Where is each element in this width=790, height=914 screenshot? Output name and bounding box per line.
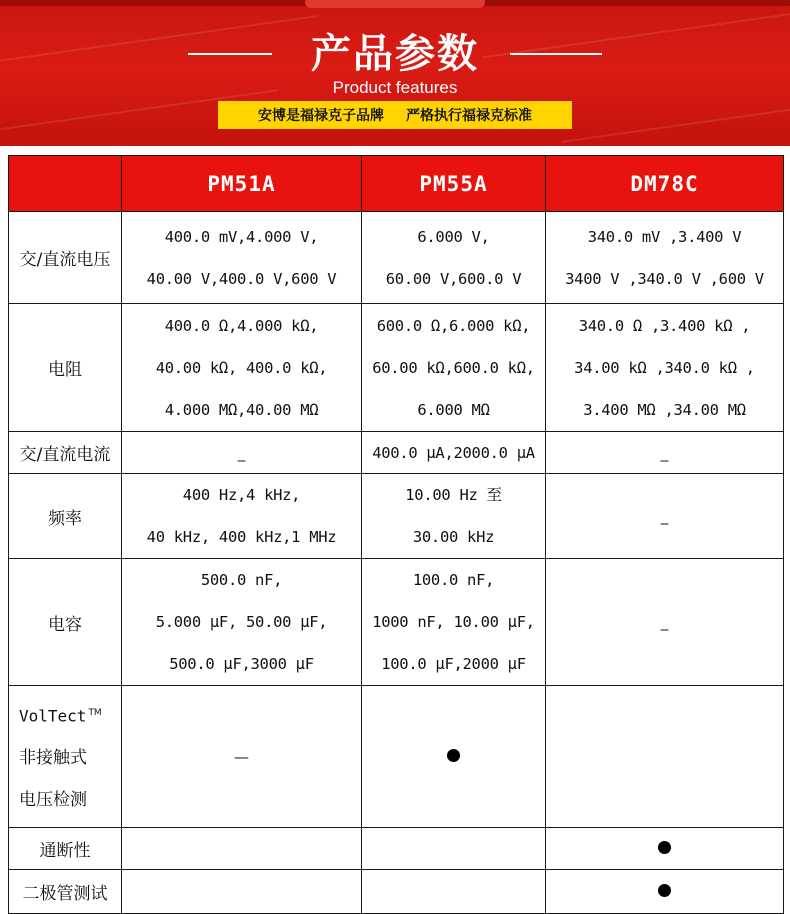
table-row-frequency <box>9 474 784 559</box>
table-row-voltect <box>9 686 784 828</box>
cell-diode-dm78c <box>546 870 784 914</box>
row-label-voltect <box>9 686 122 828</box>
page-title: 产品参数 <box>311 31 479 77</box>
cell-voltect-pm51a: — <box>122 686 362 828</box>
cell-line: 500.0 nF, <box>200 571 283 589</box>
cell-current-pm51a: _ <box>122 432 362 474</box>
cell-voltage-pm55a <box>362 212 546 304</box>
cell-current-pm55a: 400.0 μA,2000.0 μA <box>362 432 546 474</box>
column-header-pm55a: PM55A <box>362 156 546 212</box>
row-label-diode: 二极管测试 <box>9 870 122 914</box>
cell-line: 40.00 V,400.0 V,600 V <box>146 269 337 288</box>
table-row-voltage <box>9 212 784 304</box>
table-row-continuity <box>9 828 784 870</box>
table-row-current <box>9 432 784 474</box>
cell-line: 3.400 MΩ ,34.00 MΩ <box>583 400 746 419</box>
cell-line: 4.000 MΩ,40.00 MΩ <box>164 400 319 419</box>
cell-capacitance-pm55a <box>362 559 546 686</box>
supported-dot-icon <box>447 749 460 762</box>
row-label-line: 非接触式 <box>19 748 87 769</box>
page-subtitle: Product features <box>332 78 458 97</box>
cell-continuity-pm55a <box>362 828 546 870</box>
cell-voltect-pm55a <box>362 686 546 828</box>
column-header-pm51a: PM51A <box>122 156 362 212</box>
cell-line: 6.000 MΩ <box>417 400 490 419</box>
cell-line: 100.0 nF, <box>412 571 495 589</box>
banner-streak <box>561 99 790 143</box>
supported-dot-icon <box>658 884 671 897</box>
cell-current-dm78c: _ <box>546 432 784 474</box>
cell-frequency-dm78c: _ <box>546 474 784 559</box>
cell-capacitance-dm78c: _ <box>546 559 784 686</box>
cell-continuity-pm51a <box>122 828 362 870</box>
column-header-dm78c: DM78C <box>546 156 784 212</box>
row-label-line: 电压检测 <box>19 790 87 811</box>
cell-line: 400.0 mV,4.000 V, <box>164 227 319 246</box>
cell-voltage-pm51a <box>122 212 362 304</box>
row-label-voltage: 交/直流电压 <box>9 212 122 304</box>
cell-line: 340.0 mV ,3.400 V <box>587 227 742 246</box>
cell-frequency-pm55a <box>362 474 546 559</box>
brand-slogan <box>218 101 572 129</box>
cell-line: 6.000 V, <box>417 227 490 246</box>
cell-line: 60.00 kΩ,600.0 kΩ, <box>372 358 535 377</box>
slogan-left: 安博是福禄克子品牌 <box>258 108 384 124</box>
row-label-frequency: 频率 <box>9 474 122 559</box>
row-label-capacitance: 电容 <box>9 559 122 686</box>
spec-table <box>8 155 784 914</box>
trademark-mark: TM <box>88 707 102 718</box>
cell-resistance-dm78c <box>546 304 784 432</box>
cell-line: 100.0 μF,2000 μF <box>381 655 526 673</box>
cell-voltage-dm78c <box>546 212 784 304</box>
cell-line: 60.00 V,600.0 V <box>385 269 522 288</box>
row-label-line <box>19 692 121 738</box>
row-label-continuity: 通断性 <box>9 828 122 870</box>
header-blank-cell <box>9 156 122 212</box>
banner-top-accent <box>305 0 485 8</box>
voltect-brand: VolTect <box>19 706 87 726</box>
cell-line: 40 kHz, 400 kHz,1 MHz <box>146 528 337 546</box>
table-row-capacitance <box>9 559 784 686</box>
cell-resistance-pm51a <box>122 304 362 432</box>
cell-line: 3400 V ,340.0 V ,600 V <box>565 269 764 288</box>
table-row-diode <box>9 870 784 914</box>
cell-resistance-pm55a <box>362 304 546 432</box>
row-label-resistance: 电阻 <box>9 304 122 432</box>
cell-line: 340.0 Ω ,3.400 kΩ , <box>578 316 751 335</box>
slogan-right: 严格执行福禄克标准 <box>406 108 532 124</box>
header-banner <box>0 0 790 146</box>
cell-diode-pm51a <box>122 870 362 914</box>
cell-line: 34.00 kΩ ,340.0 kΩ , <box>574 358 755 377</box>
cell-capacitance-pm51a <box>122 559 362 686</box>
cell-voltect-dm78c <box>546 686 784 828</box>
cell-continuity-dm78c <box>546 828 784 870</box>
cell-line: 400.0 Ω,4.000 kΩ, <box>164 316 319 335</box>
cell-line: 5.000 μF, 50.00 μF, <box>155 613 328 631</box>
table-header-row <box>9 156 784 212</box>
cell-line: 40.00 kΩ, 400.0 kΩ, <box>155 358 328 377</box>
cell-diode-pm55a <box>362 870 546 914</box>
cell-line: 400 Hz,4 kHz, <box>182 486 301 504</box>
supported-dot-icon <box>658 841 671 854</box>
cell-line: 600.0 Ω,6.000 kΩ, <box>376 316 531 335</box>
cell-line: 30.00 kHz <box>412 528 495 546</box>
cell-frequency-pm51a <box>122 474 362 559</box>
cell-line: 10.00 Hz 至 <box>405 486 502 504</box>
cell-line: 1000 nF, 10.00 μF, <box>372 613 535 631</box>
row-label-current: 交/直流电流 <box>9 432 122 474</box>
cell-line: 500.0 μF,3000 μF <box>169 655 314 673</box>
table-row-resistance <box>9 304 784 432</box>
